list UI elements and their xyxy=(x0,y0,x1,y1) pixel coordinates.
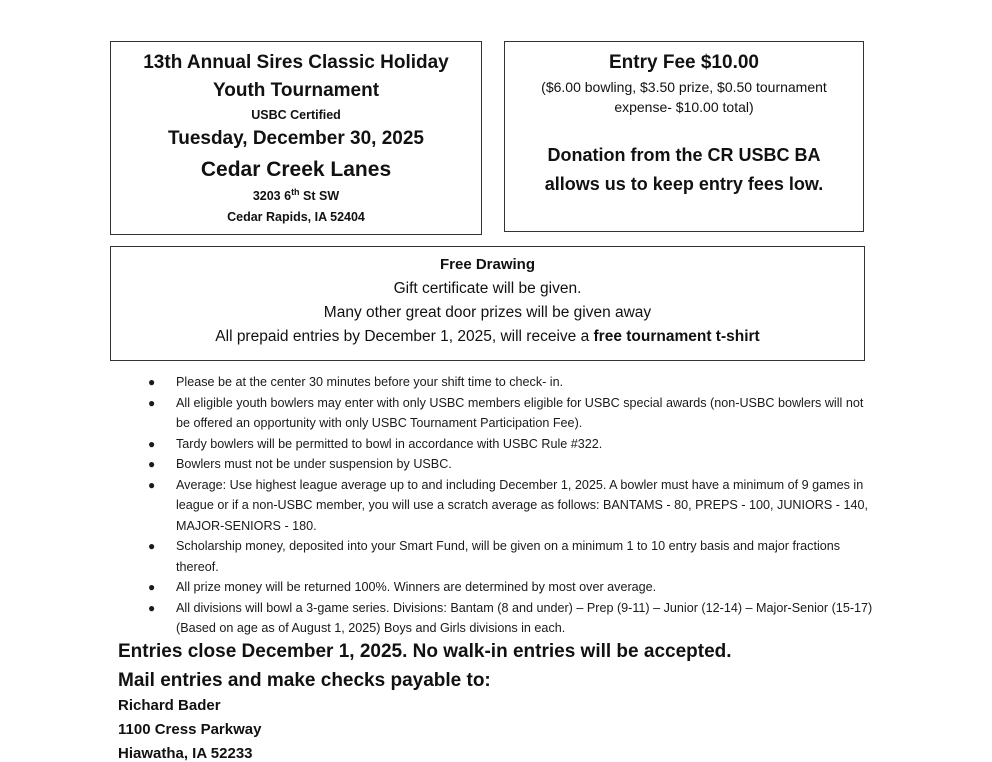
usbc-certified: USBC Certified xyxy=(251,108,341,122)
entry-fee-title: Entry Fee $10.00 xyxy=(609,52,759,73)
rule-item: ● Tardy bowlers will be permitted to bowl in accordance with USBC Rule #322. xyxy=(148,434,878,455)
event-date: Tuesday, December 30, 2025 xyxy=(168,128,424,149)
bullet-icon: ● xyxy=(148,477,156,492)
event-title-line1: 13th Annual Sires Classic Holiday xyxy=(143,52,449,73)
venue-address: 3203 6th St SW xyxy=(252,186,340,203)
drawing-title: Free Drawing xyxy=(439,256,536,273)
entry-fee-box xyxy=(504,41,864,232)
donation-line2: allows us to keep entry fees low. xyxy=(544,174,824,194)
mail-street: 1100 Cress Parkway xyxy=(118,721,262,738)
mail-city: Hiawatha, IA 52233 xyxy=(118,745,253,762)
rule-item: ● All eligible youth bowlers may enter with only USBC members eligible for USBC special awards (non-USBC bowlers will not be offered an opportunity with only USBC Tournament Participation Fee). xyxy=(148,393,878,434)
rules-list xyxy=(148,372,878,639)
bullet-icon: ● xyxy=(148,580,156,594)
bullet-icon: ● xyxy=(148,395,156,410)
drawing-line2: Many other great door prizes will be given away xyxy=(323,304,652,321)
fee-breakdown-line2: expense- $10.00 total) xyxy=(614,99,754,115)
rule-item: ● All divisions will bowl a 3-game series. Divisions: Bantam (8 and under) – Prep (9-11) – Junior (12-14) – Major-Senior (15-17) (Based on age as of August 1, 2025) Boys and Girls divisions in each. xyxy=(148,598,878,639)
free-drawing-box xyxy=(110,246,865,361)
rule-item: ● Bowlers must not be under suspension by USBC. xyxy=(148,454,878,475)
rule-item: ● Average: Use highest league average up to and including December 1, 2025. A bowler must have a minimum of 9 games in league or if a non-USBC member, you will use a scratch average as follows: BANTAMS - 80, PREPS - 100, JUNIORS - 140, MAJOR-SENIORS - 180. xyxy=(148,475,878,537)
fee-breakdown-line1: ($6.00 bowling, $3.50 prize, $0.50 tournament xyxy=(541,79,827,95)
venue-name: Cedar Creek Lanes xyxy=(200,158,392,181)
rule-item: ● All prize money will be returned 100%. Winners are determined by most over average. xyxy=(148,577,878,598)
mail-name: Richard Bader xyxy=(118,697,221,714)
bullet-icon: ● xyxy=(148,457,156,471)
venue-city: Cedar Rapids, IA 52404 xyxy=(227,210,365,224)
event-info-box xyxy=(110,41,482,235)
donation-line1: Donation from the CR USBC BA xyxy=(547,145,821,165)
rule-item: ● Please be at the center 30 minutes before your shift time to check- in. xyxy=(148,372,878,393)
drawing-line3: All prepaid entries by December 1, 2025, will receive a free tournament t-shirt xyxy=(215,328,760,345)
event-title-line2: Youth Tournament xyxy=(212,80,380,101)
mail-heading: Mail entries and make checks payable to: xyxy=(118,670,491,691)
bullet-icon: ● xyxy=(148,600,156,615)
rule-item: ● Scholarship money, deposited into your Smart Fund, will be given on a minimum 1 to 10 entry basis and major fractions thereof. xyxy=(148,536,878,577)
bullet-icon: ● xyxy=(148,539,156,553)
bullet-icon: ● xyxy=(148,436,156,451)
bullet-icon: ● xyxy=(148,375,156,389)
entries-close-notice: Entries close December 1, 2025. No walk-in entries will be accepted. xyxy=(118,641,732,662)
drawing-line1: Gift certificate will be given. xyxy=(393,280,582,297)
